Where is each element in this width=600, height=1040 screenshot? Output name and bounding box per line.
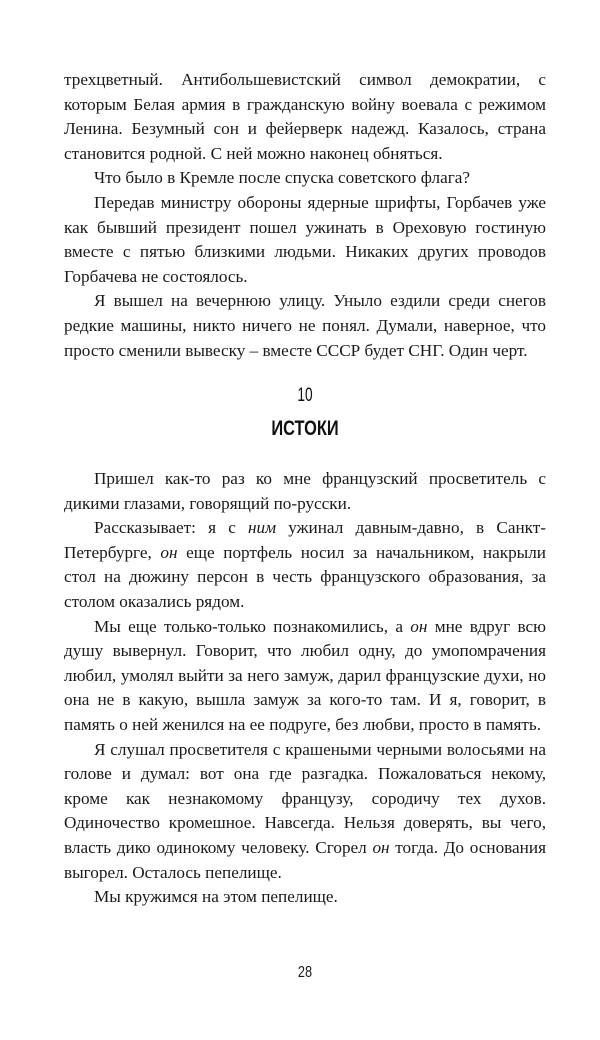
text-span: тогда. До основания выгорел. Осталось пепелище. xyxy=(64,837,546,882)
paragraph-enlightener: Пришел как-то раз ко мне французский просветитель с дикими глазами, говорящий по-русски. xyxy=(64,469,546,513)
paragraph-question: Что было в Кремле после спуска советского флага? xyxy=(94,168,471,188)
text-span: ужинал давным-давно, в Санкт-Петербурге, xyxy=(64,518,547,562)
paragraph-loneliness xyxy=(64,738,546,886)
italic-pronoun: он xyxy=(372,837,390,857)
paragraph-continuation: трехцветный. Антибольшевистский символ демократии, с которым Белая армия в гражданскую войну воевала с режимом Ленина. Безумный сон и фейерверк надежд. Казалось, страна становится родной. С ней можно наконец обняться. xyxy=(64,70,546,163)
top-text-block xyxy=(64,68,546,363)
chapter-title: ИСТОКИ xyxy=(271,417,339,440)
paragraph-ashes: Мы кружимся на этом пепелище. xyxy=(94,887,338,907)
text-span: Мы еще только-только познакомились, а xyxy=(94,616,411,636)
italic-pronoun: он xyxy=(160,542,178,562)
text-span: Я слушал просветителя с крашеными черными волосьями на голове и думал: вот она где разгадка. Пожаловаться некому, кроме как незнакомому французу, сородичу тех духов. Одиночество кромешное. Навсегда. Нельзя доверять, вы чего, власть дико одинокому человеку. Сгорел xyxy=(64,739,546,857)
italic-pronoun: ним xyxy=(248,518,277,538)
chapter-body xyxy=(64,467,546,910)
text-span: мне вдруг всю душу вывернул. Говорит, что любил одну, до умопомрачения любил, умолял выйти за него замуж, дарил французские духи, но она не в какую, вышла замуж за кого-то там. И я, говорит, в память о ней женился на ее подруге, без любви, просто в память. xyxy=(64,616,546,734)
text-span: Рассказывает: я с xyxy=(94,518,249,538)
paragraph-story xyxy=(64,516,546,614)
chapter-number: 10 xyxy=(297,385,313,406)
text-span: еще портфель носил за начальником, накрыли стол на дюжину персон в честь французского образования, за столом оказались рядом. xyxy=(64,542,546,611)
paragraph-evening-street: Я вышел на вечернюю улицу. Уныло ездили среди снегов редкие машины, никто ничего не понял. Думали, наверное, что просто сменили вывеску – вместе СССР будет СНГ. Один черт. xyxy=(64,291,546,360)
italic-pronoun: он xyxy=(410,616,428,636)
paragraph-confession xyxy=(64,615,546,738)
page-number: 28 xyxy=(297,964,313,981)
paragraph-gorbachev: Передав министру обороны ядерные шрифты, Горбачев уже как бывший президент пошел ужинать в Ореховую гостиную вместе с пятью близкими людьми. Никаких других проводов Горбачева не состоялось. xyxy=(64,192,546,286)
